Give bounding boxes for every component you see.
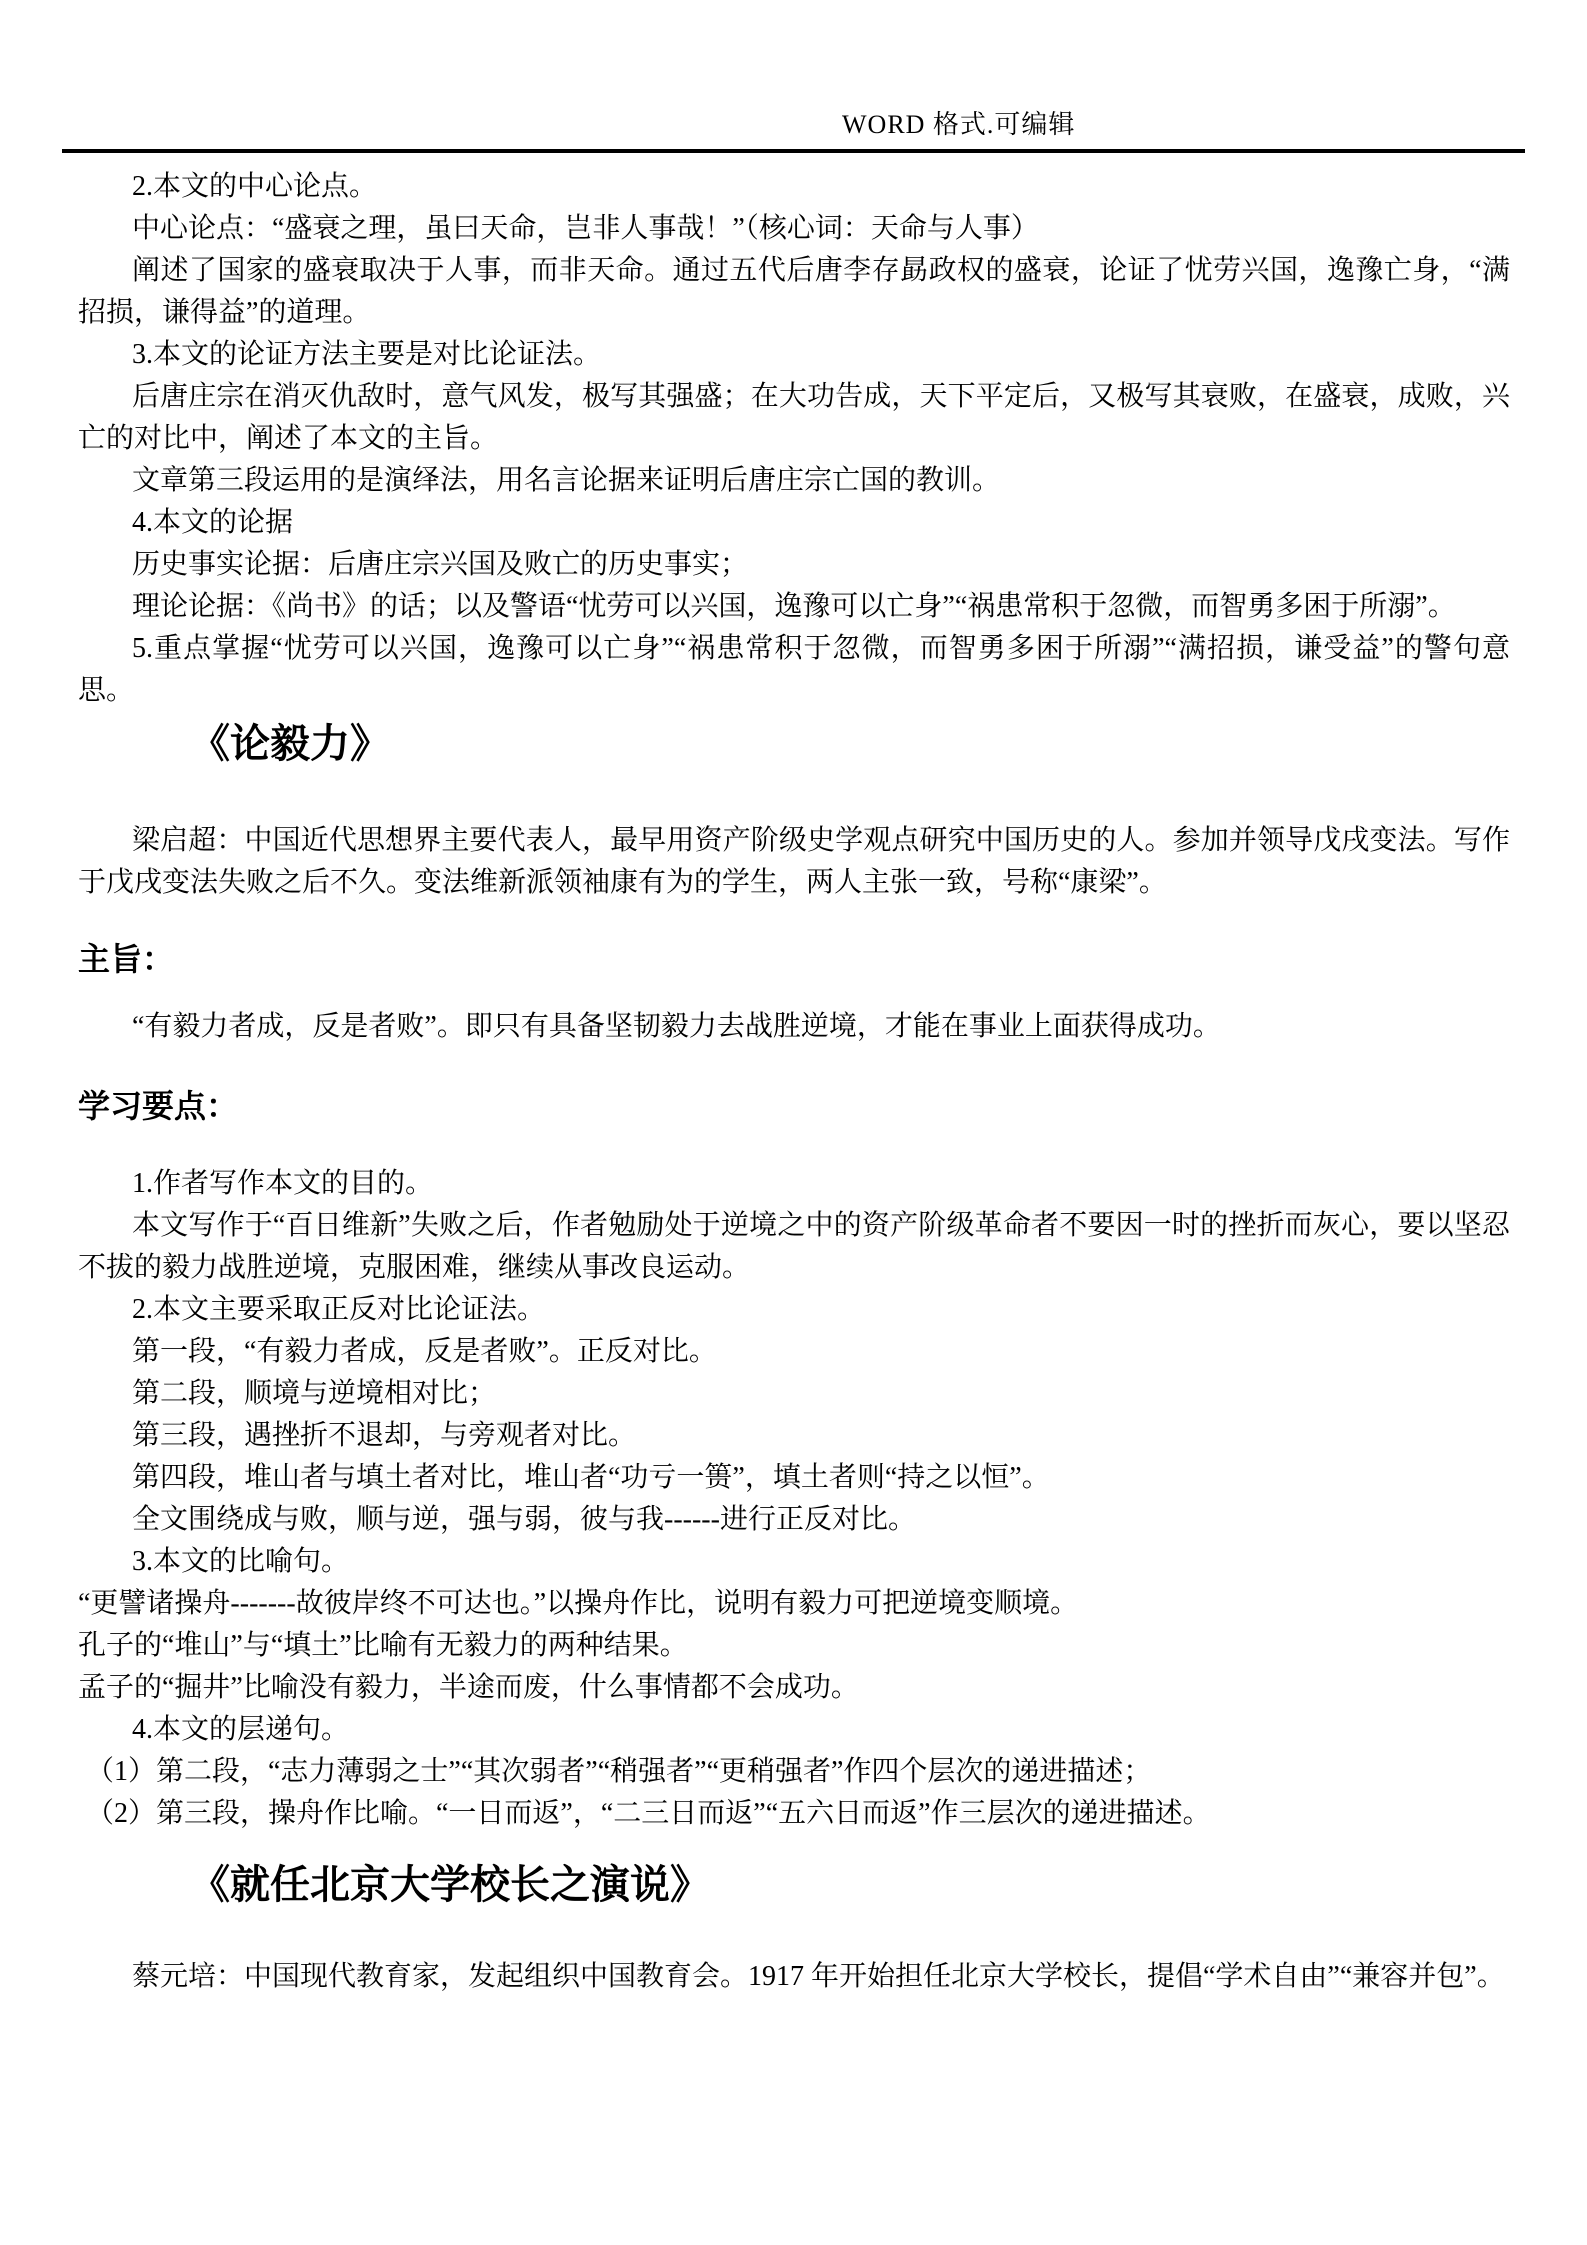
paragraph: 文章第三段运用的是演绎法，用名言论据来证明后唐庄宗亡国的教训。 <box>132 465 1001 496</box>
paragraph: 第四段，堆山者与填土者对比，堆山者“功亏一篑”，填土者则“持之以恒”。 <box>132 1462 1050 1493</box>
paragraph: 3.本文的论证方法主要是对比论证法。 <box>132 339 602 370</box>
document-body <box>78 166 1510 1998</box>
paragraph: （1）第二段，“志力薄弱之士”“其次弱者”“稍强者”“更稍强者”作四个层次的递进描述； <box>86 1756 1152 1787</box>
paragraph: 第一段，“有毅力者成，反是者败”。正反对比。 <box>132 1336 717 1367</box>
paragraph: 5.重点掌握“忧劳可以兴国，逸豫可以亡身”“祸患常积于忽微，而智勇多困于所溺”“满招损，谦受益”的警句意思。 <box>78 633 1510 706</box>
paragraph-zhuzhi-text: “有毅力者成，反是者败”。即只有具备坚韧毅力去战胜逆境，才能在事业上面获得成功。 <box>132 1011 1221 1042</box>
paragraph: “更譬诸操舟-------故彼岸终不可达也。”以操舟作比，说明有毅力可把逆境变顺境。 <box>78 1588 1079 1619</box>
paragraph: 全文围绕成与败，顺与逆，强与弱，彼与我------进行正反对比。 <box>132 1504 916 1535</box>
paragraph: 中心论点：“盛衰之理，虽曰天命，岂非人事哉！”（核心词：天命与人事） <box>132 213 1039 244</box>
subheading-zhuzhi: 主旨： <box>78 941 175 977</box>
paragraph: 第三段，遇挫折不退却，与旁观者对比。 <box>132 1420 637 1451</box>
section-title-beida-speech: 《就任北京大学校长之演说》 <box>190 1863 710 1907</box>
header-rule <box>62 149 1525 153</box>
paragraph: （2）第三段，操舟作比喻。“一日而返”，“二三日而返”“五六日而返”作三层次的递进描述。 <box>86 1798 1211 1829</box>
paragraph: 本文写作于“百日维新”失败之后，作者勉励处于逆境之中的资产阶级革命者不要因一时的挫折而灰心，要以坚忍不拔的毅力战胜逆境，克服困难，继续从事改良运动。 <box>78 1210 1510 1283</box>
paragraph-author-intro-liang-qichao: 梁启超：中国近代思想界主要代表人，最早用资产阶级史学观点研究中国历史的人。参加并领导戊戌变法。写作于戊戌变法失败之后不久。变法维新派领袖康有为的学生，两人主张一致，号称“康梁”。 <box>78 825 1510 898</box>
paragraph: 2.本文的中心论点。 <box>132 171 378 202</box>
paragraph: 第二段，顺境与逆境相对比； <box>132 1378 497 1409</box>
paragraph: 历史事实论据：后唐庄宗兴国及败亡的历史事实； <box>132 549 749 580</box>
paragraph: 阐述了国家的盛衰取决于人事，而非天命。通过五代后唐李存勗政权的盛衰，论证了忧劳兴国，逸豫亡身，“满招损，谦得益”的道理。 <box>78 255 1510 328</box>
header-watermark-label: WORD 格式.可编辑 <box>842 110 1076 139</box>
section-title-lun-yili: 《论毅力》 <box>190 722 390 766</box>
paragraph: 3.本文的比喻句。 <box>132 1546 350 1577</box>
paragraph: 孔子的“堆山”与“填土”比喻有无毅力的两种结果。 <box>78 1630 688 1661</box>
paragraph-author-intro-cai-yuanpei: 蔡元培：中国现代教育家，发起组织中国教育会。1917 年开始担任北京大学校长，提倡“学术自由”“兼容并包”。 <box>132 1961 1505 1992</box>
paragraph: 2.本文主要采取正反对比论证法。 <box>132 1294 546 1325</box>
subheading-xuexi-yaodian: 学习要点： <box>78 1088 239 1124</box>
paragraph: 1.作者写作本文的目的。 <box>132 1168 434 1199</box>
paragraph: 4.本文的层递句。 <box>132 1714 350 1745</box>
paragraph: 后唐庄宗在消灭仇敌时，意气风发，极写其强盛；在大功告成，天下平定后，又极写其衰败，在盛衰，成败，兴亡的对比中，阐述了本文的主旨。 <box>78 381 1510 454</box>
paragraph: 孟子的“掘井”比喻没有毅力，半途而废，什么事情都不会成功。 <box>78 1672 859 1703</box>
paragraph: 4.本文的论据 <box>132 507 294 538</box>
paragraph: 理论论据：《尚书》的话；以及警语“忧劳可以兴国，逸豫可以亡身”“祸患常积于忽微，而智勇多困于所溺”。 <box>132 591 1456 622</box>
